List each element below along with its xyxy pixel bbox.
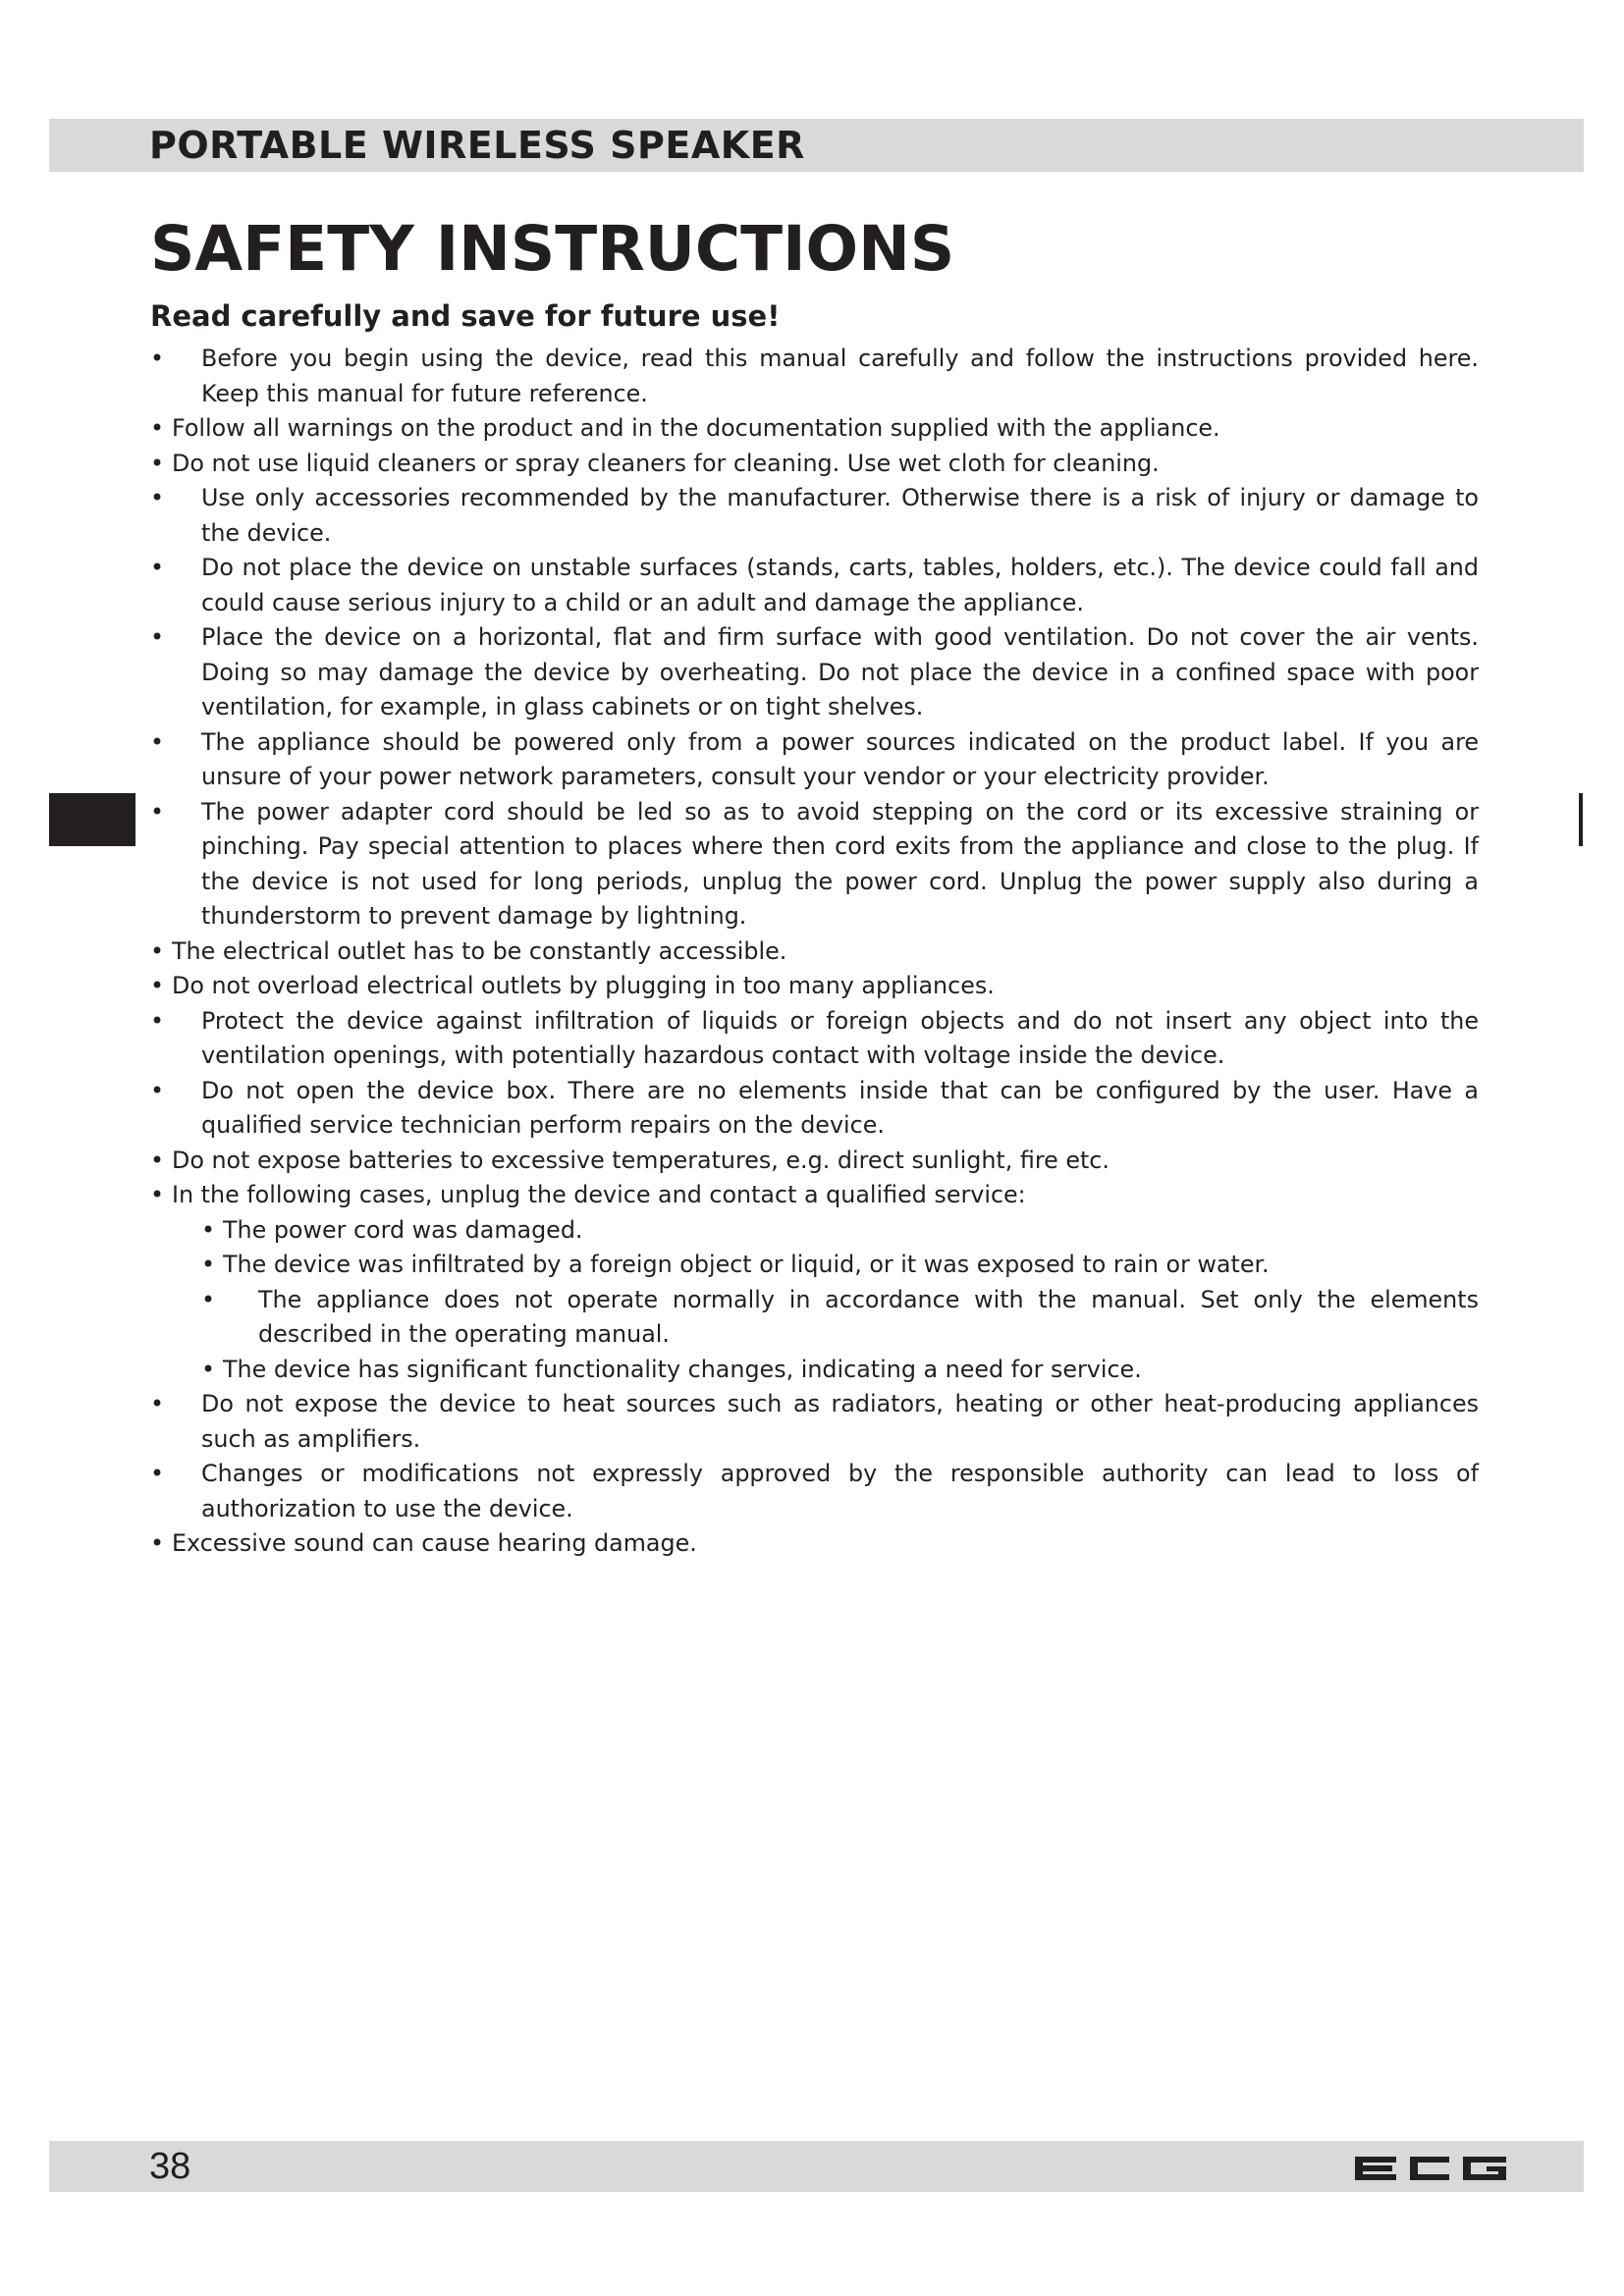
bullet: • xyxy=(150,1146,165,1174)
bullet: • xyxy=(150,1076,165,1104)
list-item-text: Use only accessories recommended by the manufacturer. Otherwise there is a risk of injury or damage to the device. xyxy=(201,484,1479,547)
bullet: • xyxy=(150,623,165,651)
edge-mark xyxy=(1579,793,1583,846)
bullet: • xyxy=(150,449,165,477)
list-item xyxy=(150,481,1479,551)
list-item-text: Follow all warnings on the product and in the documentation supplied with the appliance. xyxy=(172,414,1220,442)
list-item xyxy=(150,725,1479,795)
list-item-text: Protect the device against infiltration of liquids or foreign objects and do not insert any object into the ventilation openings, with potentially hazardous contact with voltage inside the device. xyxy=(201,1006,1479,1069)
bullet: • xyxy=(150,1006,165,1035)
list-item xyxy=(150,795,1479,934)
list-item xyxy=(150,934,1479,970)
list-item-text: Do not expose batteries to excessive temperatures, e.g. direct sunlight, fire etc. xyxy=(172,1146,1110,1174)
list-item-text: The electrical outlet has to be constantly accessible. xyxy=(172,936,787,965)
safety-list xyxy=(150,342,1479,1562)
list-item xyxy=(150,342,1479,411)
bullet: • xyxy=(201,1215,216,1244)
list-item-text: Do not open the device box. There are no elements inside that can be configured by the user. Have a qualified service technician perform repairs on the device. xyxy=(201,1076,1479,1139)
list-item xyxy=(150,1004,1479,1074)
list-item xyxy=(150,1526,1479,1562)
bullet: • xyxy=(201,1355,216,1383)
bullet: • xyxy=(150,554,165,581)
list-item xyxy=(150,551,1479,620)
list-item xyxy=(150,1457,1479,1526)
list-item-text: The appliance should be powered only from a power sources indicated on the product label. If you are unsure of your power network parameters, consult your vendor or your electricity provider. xyxy=(201,727,1479,790)
bullet: • xyxy=(150,1181,165,1208)
list-item-text: Do not expose the device to heat sources such as radiators, heating or other heat-producing appliances such as amplifiers. xyxy=(201,1390,1479,1453)
list-item-text: Before you begin using the device, read this manual carefully and follow the instructions provided here. Keep this manual for future reference. xyxy=(201,345,1479,407)
list-item xyxy=(150,411,1479,447)
list-item-text: The device has significant functionality changes, indicating a need for service. xyxy=(223,1355,1142,1383)
list-item xyxy=(150,620,1479,725)
bullet: • xyxy=(150,1529,165,1557)
list-item-text: The power cord was damaged. xyxy=(223,1215,583,1244)
bullet: • xyxy=(150,936,165,965)
list-item-text: The device was infiltrated by a foreign object or liquid, or it was exposed to rain or water. xyxy=(223,1251,1270,1278)
list-item-text: Place the device on a horizontal, flat and firm surface with good ventilation. Do not cover the air vents. Doing so may damage the device by overheating. Do not place the device in a confined space with poor ventilation, for example, in glass cabinets or on tight shelves. xyxy=(201,623,1479,721)
bullet: • xyxy=(150,1390,165,1417)
list-item-text: The power adapter cord should be led so as to avoid stepping on the cord or its excessive straining or pinching. Pay special attention to places where then cord exits from the appliance and close to the plug. If the device is not used for long periods, unplug the power cord. Unplug the power supply also during a thunderstorm to prevent damage by lightning. xyxy=(201,797,1479,930)
list-item xyxy=(150,1144,1479,1179)
sub-list-item xyxy=(150,1248,1479,1283)
bullet: • xyxy=(201,1285,216,1313)
page-title: SAFETY INSTRUCTIONS xyxy=(150,213,955,285)
list-item xyxy=(150,1178,1479,1213)
header-bar xyxy=(49,119,1584,172)
header-title: PORTABLE WIRELESS SPEAKER xyxy=(149,124,805,167)
bullet: • xyxy=(150,414,165,442)
bullet: • xyxy=(150,797,165,826)
section-tab-marker xyxy=(49,793,135,846)
subtitle: Read carefully and save for future use! xyxy=(150,299,781,333)
list-item xyxy=(150,1074,1479,1144)
page-number: 38 xyxy=(149,2146,191,2187)
list-item-text: Excessive sound can cause hearing damage. xyxy=(172,1529,697,1557)
ecg-logo xyxy=(1353,2153,1510,2184)
list-item xyxy=(150,447,1479,482)
bullet: • xyxy=(150,484,165,511)
list-item-text: The appliance does not operate normally in accordance with the manual. Set only the elements described in the operating manual. xyxy=(258,1285,1479,1348)
sub-list-item xyxy=(150,1283,1479,1353)
list-item xyxy=(150,1387,1479,1457)
list-item xyxy=(150,969,1479,1004)
list-item-text: Do not use liquid cleaners or spray cleaners for cleaning. Use wet cloth for cleaning. xyxy=(172,449,1160,477)
list-item-text: In the following cases, unplug the device and contact a qualified service: xyxy=(172,1181,1026,1208)
sub-list-item xyxy=(150,1353,1479,1388)
bullet: • xyxy=(150,972,165,999)
footer-bar xyxy=(49,2141,1584,2192)
list-item-text: Do not place the device on unstable surfaces (stands, carts, tables, holders, etc.). The device could fall and could cause serious injury to a child or an adult and damage the appliance. xyxy=(201,554,1479,616)
list-item-text: Do not overload electrical outlets by plugging in too many appliances. xyxy=(172,972,995,999)
bullet: • xyxy=(201,1251,216,1278)
sub-list-item xyxy=(150,1213,1479,1249)
bullet: • xyxy=(150,345,165,372)
list-item-text: Changes or modifications not expressly approved by the responsible authority can lead to loss of authorization to use the device. xyxy=(201,1460,1479,1522)
bullet: • xyxy=(150,1460,165,1487)
bullet: • xyxy=(150,727,165,756)
